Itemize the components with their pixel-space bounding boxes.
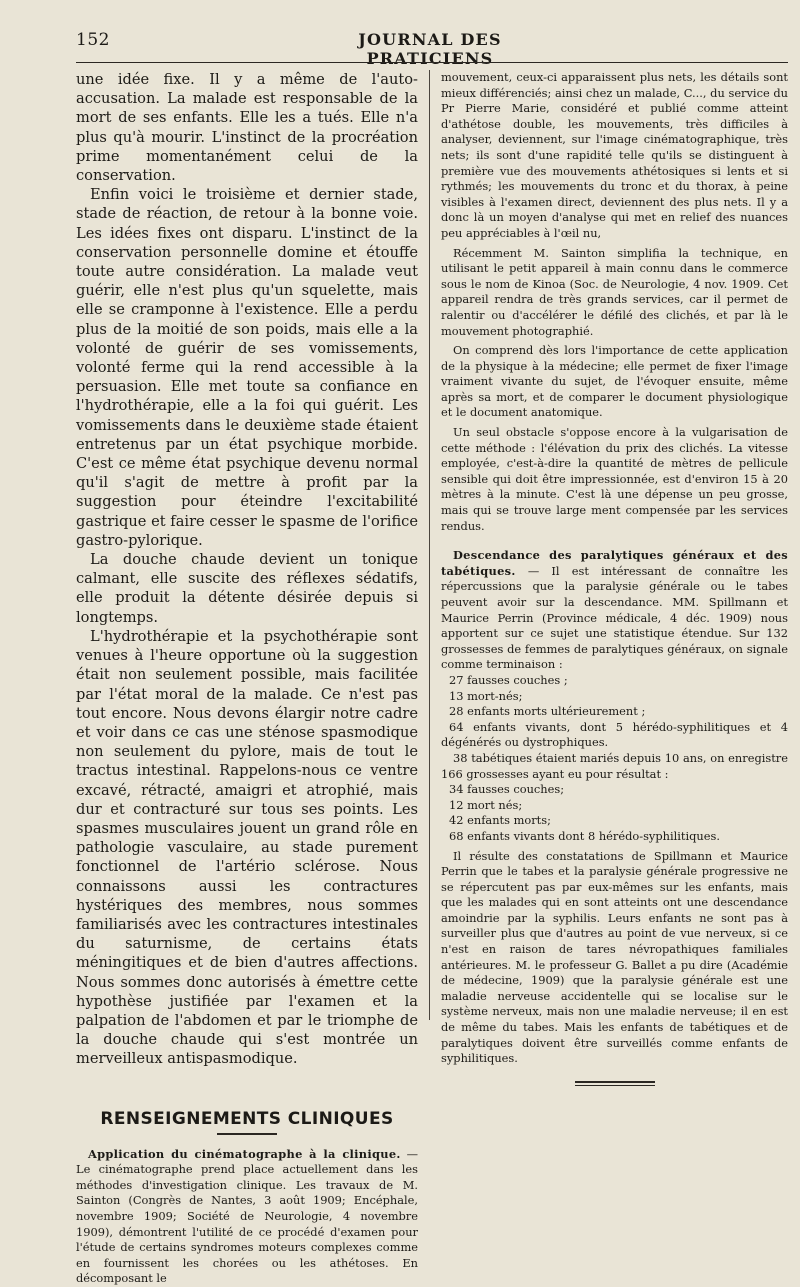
statistics-list xyxy=(441,673,788,751)
paragraph: On comprend dès lors l'importance de cette application de la physique à la médecine; elle permet de fixer l'image vraiment vivante du sujet, de l'évoquer ensuite, même après sa mort, et de comparer le document physiologique et le document anatomique. xyxy=(441,343,788,420)
header-rule xyxy=(76,62,788,63)
paragraph: La douche chaude devient un tonique calmant, elle suscite des réflexes sédatifs, elle produit la détente désirée depuis si longtemps. xyxy=(76,551,418,626)
paragraph: L'hydrothérapie et la psychothérapie sont venues à l'heure opportune où la suggestion était non seulement possible, mais facilitée par l'état moral de la malade. Ce n'est pas tout encore. Nous devons élargir notre cadre et voir dans ce cas une sténose spasmodique non seulement du pylore, mais de tout le tractus intestinal. Rappelons-nous ce ventre excavé, rétracté, amaigri et atrophié, mais dur et contracturé sur tous ses points. Les spasmes musculaires jouent un grand rôle en pathologie vasculaire, au stade purement fonctionnel de l'artério sclérose. Nous connaissons aussi les contractures hystériques des membres, nous sommes familiarisés avec les contractures intestinales du saturnisme, de certains états méningitiques et de bien d'autres affections. Nous sommes donc autorisés à émettre cette hypothèse justifiée par l'examen et la palpation de l'abdomen et par le triomphe de la douche chaude qui s'est montrée un merveilleux antispasmodique. xyxy=(76,627,418,1068)
list-item: 12 mort nés; xyxy=(449,797,523,812)
statistics-list xyxy=(441,782,788,844)
article-text: — Il est intéressant de connaître les répercussions que la paralysie générale ou le tabes peuvent avoir sur la descendance. MM. Spillmann et Maurice Perrin (Province médicale, 4 déc. 1909) nous apportent sur ce sujet une statistique étendue. Sur 132 grossesses de femmes de paralytiques généraux, on signale comme terminaison : xyxy=(441,563,788,672)
list-item: 64 enfants vivants, dont 5 hérédo-syphilitiques et 4 dégénérés ou dystrophiques. xyxy=(441,719,788,750)
journal-title: JOURNAL DES PRATICIENS xyxy=(358,30,502,68)
article-rubric: Descendance des paralytiques généraux et des tabétiques. xyxy=(441,548,788,578)
paragraph: Il résulte des constatations de Spillmann et Maurice Perrin que le tabes et la paralysie générale progressive ne se répercutent pas par eux-mêmes sur les enfants, mais que les malades qui en sont atteints ont une descendance amoindrie par la syphilis. Leurs enfants ne sont pas à surveiller plus que d'autres au point de vue nerveux, si ce n'est en raison de tares névropathiques familiales antérieures. M. le professeur G. Ballet a pu dire (Académie de médecine, 1909) que la paralysie générale est une maladie nerveuse accidentelle qui se localise sur le système nerveux, mais non une maladie nerveuse; il en est de même du tabes. Mais les enfants de tabétiques et de paralytiques doivent être surveillés comme enfants de syphilitiques. xyxy=(441,848,788,1066)
end-rule xyxy=(575,1085,655,1086)
column-divider xyxy=(429,70,430,1020)
paragraph: Enfin voici le troisième et dernier stade, stade de réaction, de retour à la bonne voie. Les idées fixes ont disparu. L'instinct de la conservation personnelle domine et étouffe toute autre considération. La malade veut guérir, elle n'est plus qu'un squelette, mais elle se cramponne à l'existence. Elle a perdu plus de la moitié de son poids, mais elle a la volonté de guérir de ses vomissements, volonté ferme qui la rend accessible à la persuasion. Elle met toute sa confiance en l'hydrothérapie, elle a la foi qui guérit. Les vomissements dans le deuxième stade étaient entretenus par un état psychique morbide. C'est ce même état psychique devenu normal qu'il s'agit de mettre à profit par la suggestion pour éteindre l'excitabilité gastrique et faire cesser le spasme de l'orifice gastro-pylorique. xyxy=(76,186,418,549)
left-column xyxy=(76,70,418,1287)
section-rule xyxy=(217,1133,277,1135)
page-header xyxy=(0,22,800,68)
page-number: 152 xyxy=(76,30,110,50)
list-item: 42 enfants morts; xyxy=(449,813,551,828)
list-item: 28 enfants morts ultérieurement ; xyxy=(449,704,646,719)
list-item: 27 fausses couches ; xyxy=(449,672,568,687)
article-rubric: Application du cinématographe à la clinique. xyxy=(88,1146,401,1161)
right-column xyxy=(441,70,788,1086)
paragraph: une idée fixe. Il y a même de l'auto-accusation. La malade est responsable de la mort de ses enfants. Elle les a tués. Elle n'a plus qu'à mourir. L'instinct de la procréation prime momentanément celui de la conservation. xyxy=(76,71,418,185)
article-paragraph xyxy=(76,1147,418,1287)
list-item: 34 fausses couches; xyxy=(449,782,565,797)
list-item: 68 enfants vivants dont 8 hérédo-syphilitiques. xyxy=(449,828,720,843)
paragraph: mouvement, ceux-ci apparaissent plus nets, les détails sont mieux différenciés; ainsi chez un malade, C..., du service du Pr Pierre Marie, considéré et publié comme atteint d'athétose double, les mouvements, très difficiles à analyser, deviennent, sur l'image cinématographique, très nets; ils sont d'une rapidité telle qu'ils se distinguent à première vue des mouvements athétosiques si lents et si rythmés; les mouvements du tronc et du thorax, à peine visibles à l'examen direct, deviennent des plus nets. Il y a donc là un moyen d'analyse qui met en relief des nuances peu appréciables à l'œil nu, xyxy=(441,70,788,240)
article-text: — Le cinématographe prend place actuellement dans les méthodes d'investigation clinique. Les travaux de M. Sainton (Congrès de Nantes, 3 août 1909; Encéphale, novembre 1909; Société de Neurologie, 4 novembre 1909), démontrent l'utilité de ce procédé d'examen pour l'étude de certains syndromes moteurs complexes comme en fournissent les chorées ou les athétoses. En décomposant le xyxy=(76,1146,418,1286)
section-title: RENSEIGNEMENTS CLINIQUES xyxy=(100,1108,394,1129)
paragraph: Un seul obstacle s'oppose encore à la vulgarisation de cette méthode : l'élévation du prix des clichés. La vitesse employée, c'est-à-dire la quantité de mètres de pellicule sensible qui doit être impressionnée, est d'environ 15 à 20 mètres à la minute. C'est là une dépense un peu grosse, mais qui se trouve large ment compensée par les services rendus. xyxy=(441,425,788,533)
end-rule xyxy=(575,1081,655,1083)
paragraph: Récemment M. Sainton simplifia la technique, en utilisant le petit appareil à main connu dans le commerce sous le nom de Kinoa (Soc. de Neurologie, 4 nov. 1909. Cet appareil rendra de très grands services, car il permet de ralentir ou d'accélérer le défilé des clichés, et par là le mouvement photographié. xyxy=(441,245,788,338)
list-item: 13 mort-nés; xyxy=(449,688,523,703)
paragraph: 38 tabétiques étaient mariés depuis 10 ans, on enregistre 166 grossesses ayant eu pour résultat : xyxy=(441,750,788,781)
article-paragraph xyxy=(441,548,788,673)
